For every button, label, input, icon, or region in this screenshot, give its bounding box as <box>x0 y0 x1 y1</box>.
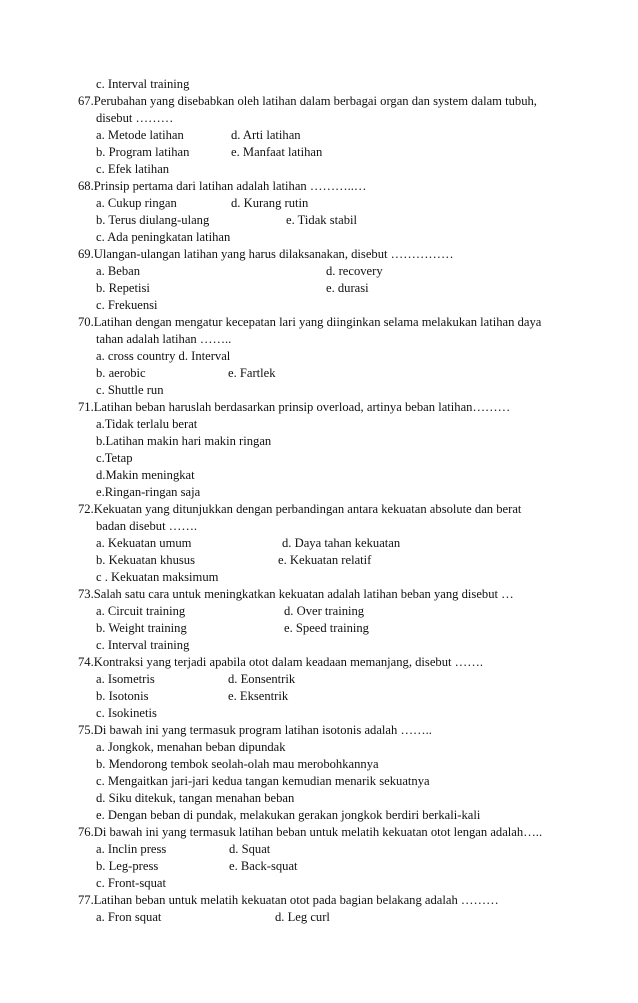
answer-option: a. Fron squat <box>96 910 162 924</box>
answer-option: c . Kekuatan maksimum <box>96 570 219 584</box>
answer-option: e. Manfaat latihan <box>231 145 323 159</box>
answer-option: e. Fartlek <box>228 366 276 380</box>
question-text: badan disebut ……. <box>96 519 198 533</box>
answer-option: a. cross country d. Interval <box>96 349 231 363</box>
question-text: 73.Salah satu cara untuk meningkatkan kekuatan adalah latihan beban yang disebut … <box>78 587 514 601</box>
answer-option: d. Arti latihan <box>231 128 301 142</box>
answer-option: d. Siku ditekuk, tangan menahan beban <box>96 791 295 805</box>
question-text: disebut ……… <box>96 111 174 125</box>
answer-option: c. Mengaitkan jari-jari kedua tangan kemudian menarik sekuatnya <box>96 774 430 788</box>
answer-option: a. Kekuatan umum <box>96 536 192 550</box>
answer-option: a. Inclin press <box>96 842 167 856</box>
answer-option: e. durasi <box>326 281 369 295</box>
answer-option: e. Eksentrik <box>228 689 289 703</box>
answer-option: c. Isokinetis <box>96 706 157 720</box>
answer-option: b. Repetisi <box>96 281 150 295</box>
answer-option: e. Dengan beban di pundak, melakukan gerakan jongkok berdiri berkali-kali <box>96 808 481 822</box>
question-text: 70.Latihan dengan mengatur kecepatan lari yang diinginkan selama melakukan latihan daya <box>78 315 542 329</box>
answer-option: d. Daya tahan kekuatan <box>282 536 401 550</box>
question-text: tahan adalah latihan …….. <box>96 332 232 346</box>
answer-option: c. Front-squat <box>96 876 166 890</box>
answer-option: a. Beban <box>96 264 141 278</box>
answer-option: c. Interval training <box>96 638 190 652</box>
question-text: 71.Latihan beban haruslah berdasarkan prinsip overload, artinya beban latihan……… <box>78 400 511 414</box>
answer-option: d.Makin meningkat <box>96 468 195 482</box>
answer-option: b. Isotonis <box>96 689 149 703</box>
answer-option: b. Leg-press <box>96 859 159 873</box>
question-text: 77.Latihan beban untuk melatih kekuatan otot pada bagian belakang adalah ……… <box>78 893 499 907</box>
question-text: 67.Perubahan yang disebabkan oleh latihan dalam berbagai organ dan system dalam tubuh, <box>78 94 537 108</box>
question-text: 69.Ulangan-ulangan latihan yang harus dilaksanakan, disebut …………… <box>78 247 454 261</box>
answer-option: a. Metode latihan <box>96 128 184 142</box>
answer-option: d. recovery <box>326 264 383 278</box>
answer-option: d. Eonsentrik <box>228 672 296 686</box>
answer-option: e. Tidak stabil <box>286 213 358 227</box>
answer-option: b. Terus diulang-ulang <box>96 213 210 227</box>
answer-option: c. Shuttle run <box>96 383 164 397</box>
answer-option: d. Kurang rutin <box>231 196 309 210</box>
answer-option: b. Mendorong tembok seolah-olah mau merobohkannya <box>96 757 379 771</box>
question-text: 68.Prinsip pertama dari latihan adalah latihan ………..… <box>78 179 367 193</box>
answer-option: b. Kekuatan khusus <box>96 553 195 567</box>
answer-option: a. Circuit training <box>96 604 186 618</box>
answer-option: c.Tetap <box>96 451 133 465</box>
answer-option: e. Speed training <box>284 621 369 635</box>
answer-option: c. Ada peningkatan latihan <box>96 230 231 244</box>
answer-option: b. Weight training <box>96 621 187 635</box>
answer-option: e.Ringan-ringan saja <box>96 485 201 499</box>
question-text: 76.Di bawah ini yang termasuk latihan beban untuk melatih kekuatan otot lengan adalah….. <box>78 825 543 839</box>
answer-option: a.Tidak terlalu berat <box>96 417 198 431</box>
answer-option: e. Back-squat <box>229 859 298 873</box>
answer-option: b.Latihan makin hari makin ringan <box>96 434 272 448</box>
answer-option: b. Program latihan <box>96 145 190 159</box>
question-text: 74.Kontraksi yang terjadi apabila otot dalam keadaan memanjang, disebut ……. <box>78 655 483 669</box>
answer-option: d. Leg curl <box>275 910 330 924</box>
answer-option: e. Kekuatan relatif <box>278 553 372 567</box>
answer-option: d. Squat <box>229 842 271 856</box>
question-text: 75.Di bawah ini yang termasuk program latihan isotonis adalah …….. <box>78 723 432 737</box>
answer-option: c. Frekuensi <box>96 298 158 312</box>
answer-option: a. Cukup ringan <box>96 196 177 210</box>
answer-option: d. Over training <box>284 604 365 618</box>
answer-option: b. aerobic <box>96 366 146 380</box>
answer-option: a. Jongkok, menahan beban dipundak <box>96 740 286 754</box>
answer-option: c. Interval training <box>96 77 190 91</box>
answer-option: c. Efek latihan <box>96 162 170 176</box>
question-text: 72.Kekuatan yang ditunjukkan dengan perbandingan antara kekuatan absolute dan berat <box>78 502 522 516</box>
answer-option: a. Isometris <box>96 672 155 686</box>
